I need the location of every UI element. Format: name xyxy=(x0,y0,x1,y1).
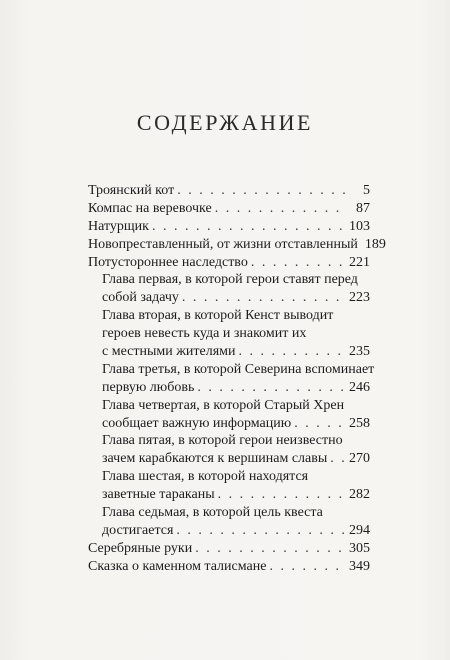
chapter-title-line: заветные тараканы xyxy=(102,487,215,503)
chapter-page: 294 xyxy=(349,522,370,538)
chapter-entry xyxy=(88,450,370,468)
chapter-title-line: зачем карабкаются к вершинам славы xyxy=(102,451,328,467)
toc-entry xyxy=(88,200,370,218)
toc-entry-page: 305 xyxy=(349,540,370,556)
chapter-page: 282 xyxy=(349,487,370,503)
chapter-title-line: Глава шестая, в которой находятся xyxy=(102,469,309,485)
dot-leader xyxy=(152,218,345,236)
chapter-title-line: собой задачу xyxy=(102,290,179,306)
chapter-entry xyxy=(88,379,370,397)
dot-leader xyxy=(215,200,345,218)
toc-entry xyxy=(88,540,370,558)
chapter-entry xyxy=(88,343,370,361)
chapter-entry xyxy=(88,289,370,307)
chapter-title-line: сообщает важную информацию xyxy=(102,415,292,431)
dot-leader xyxy=(197,379,345,397)
toc-entry xyxy=(88,254,370,272)
page-title: СОДЕРЖАНИЕ xyxy=(136,110,314,135)
chapter-title-line: героев невесть куда и знакомит их xyxy=(102,326,307,342)
toc-entry xyxy=(88,558,370,576)
chapter-title-line: Глава первая, в которой герои ставят перед xyxy=(102,272,358,288)
table-of-contents xyxy=(88,182,386,576)
dot-leader xyxy=(195,540,345,558)
dot-leader xyxy=(177,182,345,200)
chapter-title-line: Глава третья, в которой Северина вспоминает xyxy=(102,361,375,377)
toc-entry xyxy=(88,182,370,200)
chapter-title-line: Глава вторая, в которой Кенст выводит xyxy=(102,308,334,324)
dot-leader xyxy=(218,486,345,504)
toc-entry-title: Сказка о каменном талисмане xyxy=(88,558,267,574)
toc-entry-page: 221 xyxy=(349,254,370,270)
toc-entry xyxy=(88,236,386,254)
chapter-title-line: с местными жителями xyxy=(102,344,236,360)
chapter-page: 246 xyxy=(349,379,370,395)
dot-leader xyxy=(269,558,345,576)
chapter-title-line: Глава пятая, в которой герои неизвестно xyxy=(102,433,343,449)
dot-leader xyxy=(251,254,345,272)
chapter-page: 235 xyxy=(349,344,370,360)
dot-leader xyxy=(239,343,346,361)
chapter-page: 223 xyxy=(349,290,370,306)
toc-entry-title: Потустороннее наследство xyxy=(88,254,248,270)
dot-leader xyxy=(294,415,345,433)
chapter-entry xyxy=(88,415,370,433)
chapter-title-line: Глава четвертая, в которой Старый Хрен xyxy=(102,397,345,413)
toc-entry-title: Компас на веревочке xyxy=(88,200,212,216)
toc-entry-page: 87 xyxy=(356,200,370,216)
dot-leader xyxy=(182,289,345,307)
chapter-page: 258 xyxy=(349,415,370,431)
toc-entry-title: Троянский кот xyxy=(88,183,175,198)
toc-entry-page: 349 xyxy=(349,558,370,574)
toc-entry xyxy=(88,218,370,236)
toc-entry-page: 103 xyxy=(349,218,370,234)
toc-entry-title: Натурщик xyxy=(88,218,149,234)
toc-entry-title: Серебряные руки xyxy=(88,540,193,556)
dot-leader xyxy=(330,450,345,468)
chapter-entry xyxy=(88,486,370,504)
chapter-page: 270 xyxy=(349,451,370,467)
dot-leader xyxy=(176,522,345,540)
chapter-title-line: Глава седьмая, в которой цель квеста xyxy=(102,505,323,521)
chapter-entry xyxy=(88,522,370,540)
toc-entry-page: 5 xyxy=(363,183,370,198)
toc-entry-title: Новопреставленный, от жизни отставленный xyxy=(88,236,358,252)
chapter-title-line: первую любовь xyxy=(102,379,195,395)
chapter-title-line: достигается xyxy=(102,522,174,538)
toc-entry-page: 189 xyxy=(364,236,386,252)
